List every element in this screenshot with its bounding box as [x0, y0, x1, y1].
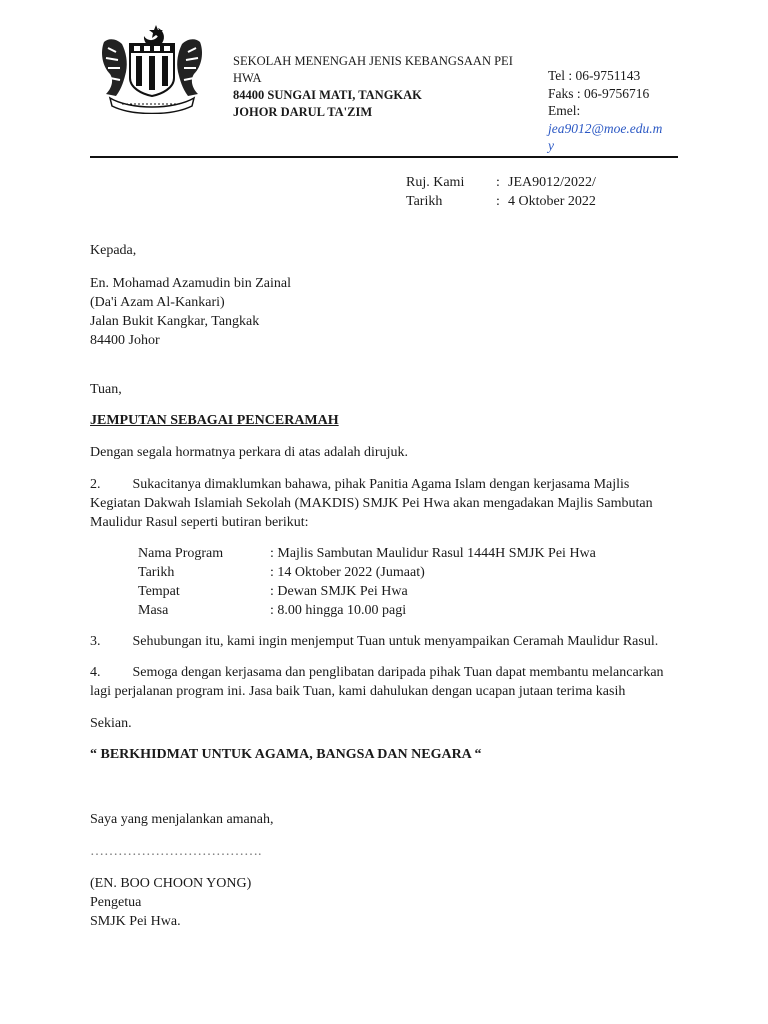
salutation: Tuan, — [90, 382, 122, 397]
program-value: : Majlis Sambutan Maulidur Rasul 1444H SMJK Pei Hwa — [270, 546, 596, 561]
contact-block — [548, 67, 662, 155]
signature-line: ………………………………. — [90, 844, 262, 859]
signature-block — [90, 874, 251, 931]
tarikh-colon: : — [496, 194, 500, 209]
ruj-value: JEA9012/2022/ — [508, 175, 596, 190]
program-label: Tempat — [138, 584, 180, 599]
paragraph-2-number: 2. — [90, 477, 101, 492]
school-header — [233, 53, 513, 121]
school-name-line2: HWA — [233, 71, 262, 85]
ruj-label: Ruj. Kami — [406, 175, 465, 190]
program-row — [138, 601, 596, 620]
coat-of-arms-logo — [96, 22, 208, 114]
school-motto: “ BERKHIDMAT UNTUK AGAMA, BANGSA DAN NEGARA “ — [90, 747, 482, 762]
email-address-line1[interactable]: jea9012@moe.edu.m — [548, 120, 663, 136]
tarikh-value: 4 Oktober 2022 — [508, 194, 596, 209]
school-name-line1: SEKOLAH MENENGAH JENIS KEBANGSAAN PEI — [233, 54, 513, 68]
paragraph-4-line2: lagi perjalanan program ini. Jasa baik Tuan, kami dahulukan dengan ucapan jutaan terima kasih — [90, 684, 626, 699]
paragraph-2-line3: Maulidur Rasul seperti butiran berikut: — [90, 515, 309, 530]
school-address-line2: JOHOR DARUL TA'ZIM — [233, 105, 373, 119]
paragraph-4 — [90, 663, 664, 701]
tel-number: Tel : 06-9751143 — [548, 68, 641, 83]
program-value: : 14 Oktober 2022 (Jumaat) — [270, 565, 425, 580]
signature-amanah: Saya yang menjalankan amanah, — [90, 812, 274, 827]
letter-subject: JEMPUTAN SEBAGAI PENCERAMAH — [90, 413, 339, 428]
reference-labels — [406, 173, 464, 211]
paragraph-3-text: Sehubungan itu, kami ingin menjemput Tuan untuk menyampaikan Ceramah Maulidur Rasul. — [132, 634, 659, 649]
program-row — [138, 563, 596, 582]
kepada: Kepada, — [90, 243, 137, 258]
paragraph-4-number: 4. — [90, 665, 101, 680]
email-label: Emel: — [548, 103, 581, 118]
signatory-title: Pengetua — [90, 895, 142, 910]
recipient-address-line2: 84400 Johor — [90, 333, 160, 348]
paragraph-1: Dengan segala hormatnya perkara di atas adalah dirujuk. — [90, 445, 408, 460]
header-divider — [90, 156, 678, 158]
program-row — [138, 544, 596, 563]
tarikh-label: Tarikh — [406, 194, 443, 209]
program-value: : 8.00 hingga 10.00 pagi — [270, 603, 407, 618]
paragraph-3 — [90, 632, 658, 651]
signatory-school: SMJK Pei Hwa. — [90, 914, 181, 929]
school-address-line1: 84400 SUNGAI MATI, TANGKAK — [233, 88, 422, 102]
paragraph-2-line1: Sukacitanya dimaklumkan bahawa, pihak Panitia Agama Islam dengan kerjasama Majlis — [132, 477, 630, 492]
ruj-colon: : — [496, 175, 500, 190]
email-address-line2[interactable]: y — [548, 138, 554, 153]
program-label: Nama Program — [138, 546, 224, 561]
fax-number: Faks : 06-9756716 — [548, 85, 650, 101]
reference-values — [508, 173, 596, 211]
paragraph-2 — [90, 475, 653, 532]
paragraph-4-line1: Semoga dengan kerjasama dan penglibatan daripada pihak Tuan dapat membantu melancarkan — [132, 665, 664, 680]
sekian: Sekian. — [90, 716, 132, 731]
program-row — [138, 582, 596, 601]
recipient-address — [90, 274, 291, 350]
paragraph-2-line2: Kegiatan Dakwah Islamiah Sekolah (MAKDIS) SMJK Pei Hwa akan mengadakan Majlis Sambutan — [90, 496, 653, 511]
program-details — [138, 544, 596, 620]
recipient-name: En. Mohamad Azamudin bin Zainal — [90, 276, 292, 291]
signatory-name: (EN. BOO CHOON YONG) — [90, 876, 252, 891]
program-label: Tarikh — [138, 565, 175, 580]
reference-colons — [496, 173, 500, 211]
recipient-address-line1: Jalan Bukit Kangkar, Tangkak — [90, 314, 260, 329]
paragraph-3-number: 3. — [90, 634, 101, 649]
recipient-alias: (Da'i Azam Al-Kankari) — [90, 295, 225, 310]
program-label: Masa — [138, 603, 169, 618]
program-value: : Dewan SMJK Pei Hwa — [270, 584, 408, 599]
